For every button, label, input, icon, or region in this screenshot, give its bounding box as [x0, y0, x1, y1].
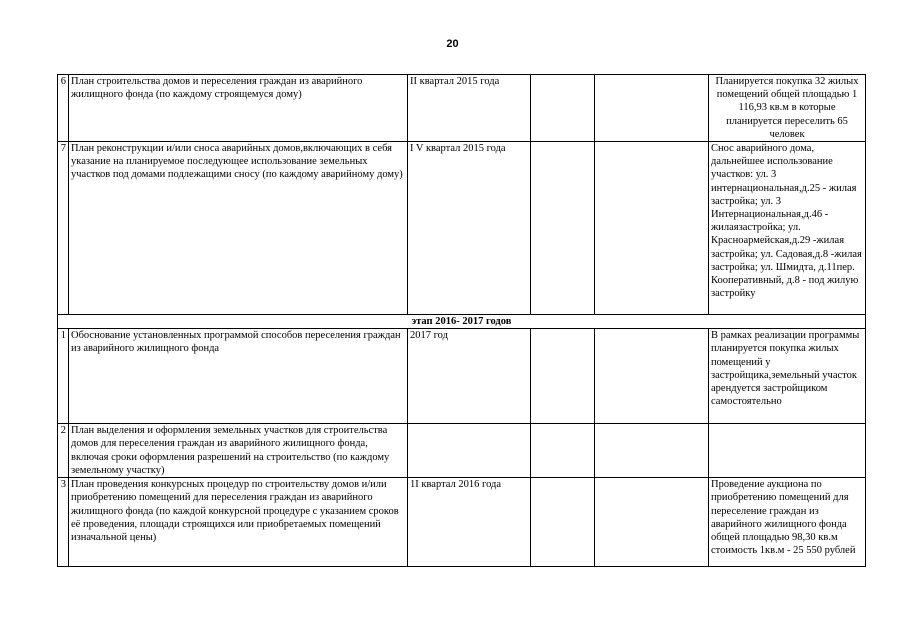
row-note: В рамках реализации программы планируется покупка жилых помещений у застройщика,земельный участок арендуется застройщиком самостоятельно	[709, 329, 866, 424]
row-note: Снос аварийного дома, дальнейшее использование участков: ул. 3 интернациональная,д.25 - жилая застройка; ул. 3 Интернациональная,д.46 - жилаязастройка; ул. Красноармейская,д.29 -жилая застройка; ул. Садовая,д.8 -жилая застройка; ул. Шмидта, д.11пер. Кооперативный, д.8 - под жилую застройку	[709, 142, 866, 315]
table-row	[58, 478, 866, 567]
row-deadline: 2017 год	[408, 329, 531, 424]
row-note: Проведение аукциона по приобретению помещений для переселение граждан из аварийного жилищного фонда общей площадью 98,30 кв.м стоимость 1кв.м - 25 550 рублей	[709, 478, 866, 567]
page-number: 20	[446, 38, 459, 50]
row-note	[709, 424, 866, 478]
table-row	[58, 424, 866, 478]
stage-heading: этап 2016- 2017 годов	[58, 315, 866, 329]
plan-table	[57, 74, 866, 567]
row-deadline: I V квартал 2015 года	[408, 142, 531, 315]
row-number: 6	[58, 75, 69, 142]
table-row	[58, 329, 866, 424]
row-deadline: II квартал 2015 года	[408, 75, 531, 142]
row-number: 7	[58, 142, 69, 315]
empty-cell	[595, 142, 709, 315]
empty-cell	[531, 424, 595, 478]
row-number: 1	[58, 329, 69, 424]
row-deadline	[408, 424, 531, 478]
empty-cell	[595, 478, 709, 567]
empty-cell	[595, 424, 709, 478]
row-description: Обоснование установленных программой способов переселения граждан из аварийного жилищного фонда	[69, 329, 408, 424]
row-description: План выделения и оформления земельных участков для строительства домов для переселения граждан из аварийного жилищного фонда, включая сроки оформления разрешений на строительство (по каждому земельному участку)	[69, 424, 408, 478]
empty-cell	[531, 329, 595, 424]
row-number: 2	[58, 424, 69, 478]
row-note: Планируется покупка 32 жилых помещений общей площадью 1 116,93 кв.м в которые планируется переселить 65 человек	[709, 75, 866, 142]
stage-row	[58, 315, 866, 329]
row-description: План реконструкции и/или сноса аварийных домов,включающих в себя указание на планируемое последующее использование земельных участков под домами подлежащими сносу (по каждому аварийному дому)	[69, 142, 408, 315]
row-description: План проведения конкурсных процедур по строительству домов и/или приобретению помещений для переселения граждан из аварийного жилищного фонда (по каждой конкурсной процедуре с указанием сроков её проведения, площади строящихся или приобретаемых помещений изначальной цены)	[69, 478, 408, 567]
empty-cell	[531, 75, 595, 142]
table-row	[58, 142, 866, 315]
empty-cell	[595, 75, 709, 142]
table-row	[58, 75, 866, 142]
row-deadline: 1I квартал 2016 года	[408, 478, 531, 567]
row-description: План строительства домов и переселения граждан из аварийного жилищного фонда (по каждому строящемуся дому)	[69, 75, 408, 142]
empty-cell	[531, 142, 595, 315]
empty-cell	[531, 478, 595, 567]
empty-cell	[595, 329, 709, 424]
row-number: 3	[58, 478, 69, 567]
